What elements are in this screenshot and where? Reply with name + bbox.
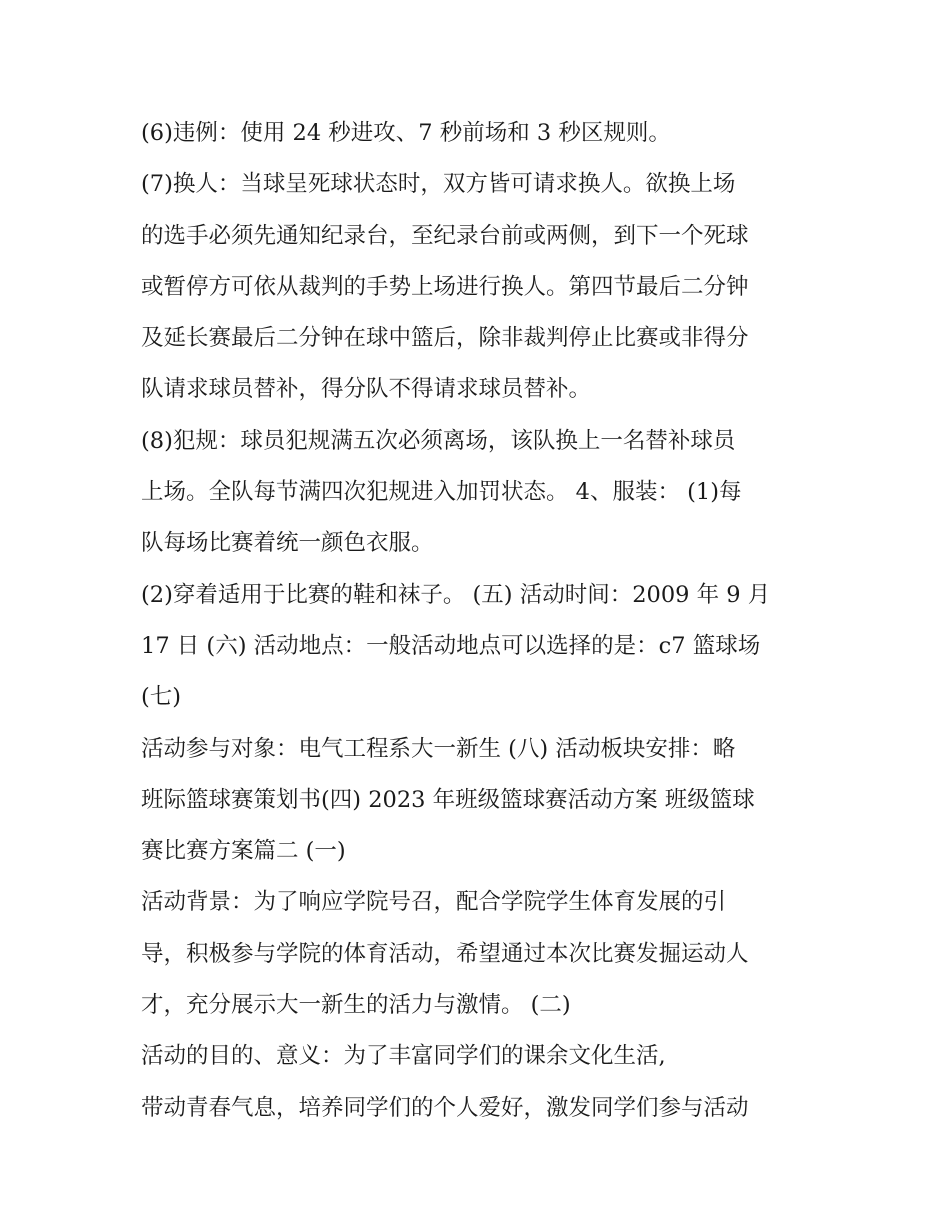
text-line: 赛比赛方案篇二 (一) xyxy=(141,838,346,865)
text-line: 带动青春气息，培养同学们的个人爱好，激发同学们参与活动 xyxy=(141,1094,749,1121)
text-line: (2)穿着适用于比赛的鞋和袜子。 (五) 活动时间：2009 年 9 月 xyxy=(141,581,771,608)
text-line: 及延长赛最后二分钟在球中篮后，除非裁判停止比赛或非得分 xyxy=(141,325,749,352)
text-line: 活动背景：为了响应学院号召，配合学院学生体育发展的引 xyxy=(141,889,727,916)
text-line: (6)违例：使用 24 秒进攻、7 秒前场和 3 秒区规则。 xyxy=(141,120,671,146)
text-line: 或暂停方可依从裁判的手势上场进行换人。第四节最后二分钟 xyxy=(141,273,749,300)
text-line: (7)换人：当球呈死球状态时，双方皆可请求换人。欲换上场 xyxy=(141,171,736,198)
text-line: 活动参与对象：电气工程系大一新生 (八) 活动板块安排：略 xyxy=(141,735,736,762)
text-line: 上场。全队每节满四次犯规进入加罚状态。 4、服装： (1)每 xyxy=(141,479,742,506)
text-line: 17 日 (六) 活动地点：一般活动地点可以选择的是：c7 篮球场 xyxy=(141,632,761,659)
text-line: 队每场比赛着统一颜色衣服。 xyxy=(141,530,434,557)
text-line: 活动的目的、意义：为了丰富同学们的课余文化生活, xyxy=(141,1043,666,1070)
text-line: (8)犯规：球员犯规满五次必须离场，该队换上一名替补球员 xyxy=(141,427,736,454)
text-line: 班际篮球赛策划书(四) 2023 年班级篮球赛活动方案 班级篮球 xyxy=(141,786,755,813)
document-body xyxy=(141,108,821,1134)
text-line: 才，充分展示大一新生的活力与激情。 (二) xyxy=(141,992,571,1019)
text-line: 导，积极参与学院的体育活动，希望通过本次比赛发掘运动人 xyxy=(141,940,749,967)
text-line: 的选手必须先通知纪录台，至纪录台前或两侧，到下一个死球 xyxy=(141,222,749,249)
text-line: 队请求球员替补，得分队不得请求球员替补。 xyxy=(141,376,592,403)
text-line: (七) xyxy=(141,684,182,711)
